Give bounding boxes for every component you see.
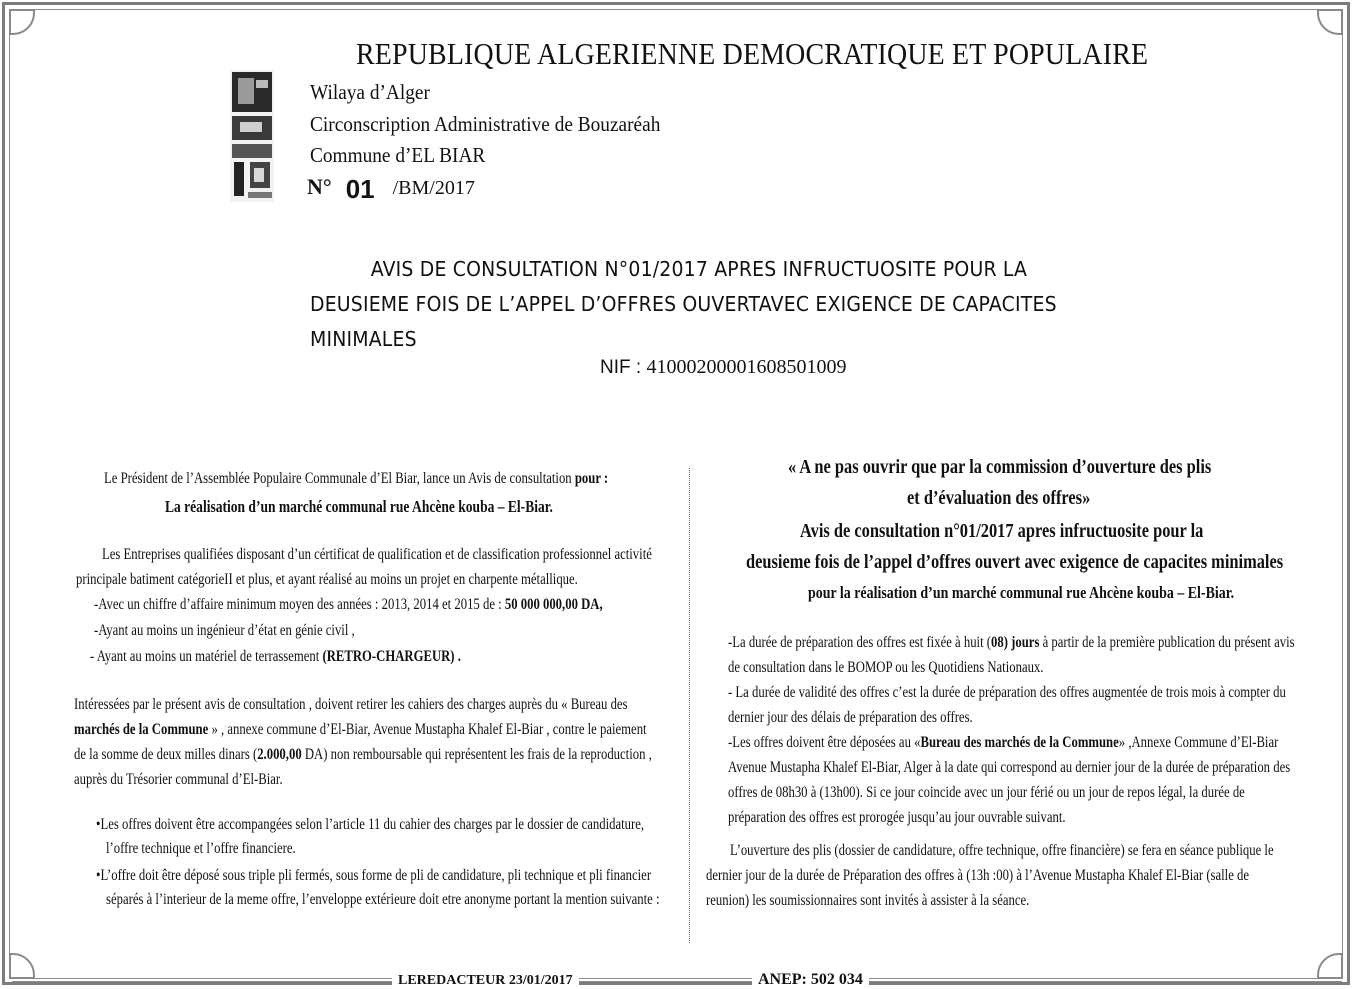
number-label: N° bbox=[307, 174, 332, 199]
republic-title: REPUBLIQUE ALGERIENNE DEMOCRATIQUE ET POPULAIRE bbox=[356, 36, 1149, 71]
circonscription: Circonscription Administrative de Bouzaréah bbox=[310, 112, 661, 136]
corner-ornament bbox=[1317, 9, 1343, 35]
footer-anep: ANEP: 502 034 bbox=[752, 971, 869, 989]
paragraph-line: auprès du Trésorier communal d’El-Biar. bbox=[74, 771, 283, 788]
paragraph-line: principale batiment catégorieII et plus, et ayant réalisé au moins un projet en charpente métallique. bbox=[76, 571, 578, 588]
corner-ornament bbox=[9, 953, 35, 979]
paragraph-line: -Avec un chiffre d’affaire minimum moyen des années : 2013, 2014 et 2015 de : 50 000 000,00 DA, bbox=[94, 596, 603, 613]
number-value: 01 bbox=[345, 174, 375, 204]
footer-rule bbox=[12, 981, 1342, 982]
paragraph-line: -La durée de préparation des offres est fixée à huit (08) jours à partir de la première publication du présent avis bbox=[728, 634, 1295, 651]
paragraph-line: Intéressées par le présent avis de consultation , doivent retirer les cahiers des charges auprès du « Bureau des bbox=[74, 696, 628, 713]
paragraph-line: -Ayant au moins un ingénieur d’état en génie civil , bbox=[94, 622, 355, 639]
nif-label: NIF : bbox=[600, 357, 642, 378]
right-heading-line: deusieme fois de l’appel d’offres ouvert avec exigence de capacites minimales bbox=[746, 551, 1284, 573]
paragraph-line: dernier jour de la durée de Préparation des offres à (13h :00) à l’Avenue Mustapha Khalef El-Biar (salle de bbox=[706, 867, 1250, 884]
footer-redacteur: LEREDACTEUR 23/01/2017 bbox=[392, 973, 579, 989]
commune: Commune d’EL BIAR bbox=[310, 143, 486, 167]
title-line: AVIS DE CONSULTATION N°01/2017 APRES INFRUCTUOSITE POUR LA bbox=[370, 257, 1028, 281]
paragraph-line: dernier jour des délais de préparation des offres. bbox=[728, 709, 973, 726]
paragraph-line: -Les offres doivent être déposées au «Bureau des marchés de la Commune» ,Annexe Commune d’El-Biar bbox=[728, 734, 1279, 751]
paragraph-line: préparation des offres est prorogée jusqu’au jour ouvrable suivant. bbox=[728, 809, 1066, 826]
reference-number bbox=[307, 170, 475, 204]
corner-ornament bbox=[9, 9, 35, 35]
nif bbox=[600, 356, 846, 379]
paragraph-line: de consultation dans le BOMOP ou les Quotidiens Nationaux. bbox=[728, 659, 1044, 676]
paragraph-line: de la somme de deux milles dinars (2.000,00 DA) non remboursable qui représentent les frais de la reproduction , bbox=[74, 746, 652, 763]
paragraph-line: L’ouverture des plis (dossier de candidature, offre technique, offre financière) se fera en séance publique le bbox=[730, 842, 1274, 859]
paragraph-line: - La durée de validité des offres c’est la durée de préparation des offres augmentée de trois mois à compter du bbox=[728, 684, 1286, 701]
bullet-item: •L’offre doit être déposé sous triple pli fermés, sous forme de pli de candidature, pli technique et pli financier bbox=[96, 867, 652, 884]
paragraph-line: séparés à l’interieur de la meme offre, l’enveloppe extérieure doit etre anonyme portant la mention suivante : bbox=[106, 891, 660, 908]
objet: La réalisation d’un marché communal rue Ahcène kouba – El-Biar. bbox=[165, 497, 553, 516]
right-heading-line: pour la réalisation d’un marché communal rue Ahcène kouba – El-Biar. bbox=[808, 583, 1235, 602]
right-heading-line: Avis de consultation n°01/2017 apres infructuosite pour la bbox=[800, 520, 1204, 542]
column-divider bbox=[689, 468, 690, 943]
intro-text: Le Président de l’Assemblée Populaire Communale d’El Biar, lance un Avis de consultation pour : bbox=[104, 470, 609, 487]
title-line: MINIMALES bbox=[310, 327, 417, 351]
wilaya: Wilaya d’Alger bbox=[310, 80, 430, 104]
title-line: DEUSIEME FOIS DE L’APPEL D’OFFRES OUVERTAVEC EXIGENCE DE CAPACITES bbox=[310, 292, 1057, 316]
paragraph-line: marchés de la Commune » , annexe commune d’El-Biar, Avenue Mustapha Khalef El-Biar , contre le paiement bbox=[74, 721, 647, 738]
nif-value: 410002000016085010​09 bbox=[646, 356, 847, 378]
commune-emblem-icon bbox=[226, 66, 278, 206]
bullet-icon: • bbox=[96, 867, 101, 884]
paragraph-line: offres de 08h30 à (13h00). Si ce jour coincide avec un jour férié ou un jour de repos légal, la durée de bbox=[728, 784, 1245, 801]
right-heading-line: « A ne pas ouvrir que par la commission d’ouverture des plis bbox=[788, 456, 1212, 478]
bullet-item: •Les offres doivent être accompangées selon l’article 11 du cahier des charges par le dossier de candidature, bbox=[96, 816, 645, 833]
paragraph-line: l’offre technique et l’offre financiere. bbox=[106, 840, 296, 857]
right-heading-line: et d’évaluation des offres» bbox=[907, 487, 1091, 509]
paragraph-line: Les Entreprises qualifiées disposant d’un cértificat de qualification et de classification professionnel activité bbox=[102, 546, 652, 563]
corner-ornament bbox=[1317, 953, 1343, 979]
bullet-icon: • bbox=[96, 816, 101, 833]
paragraph-line: - Ayant au moins un matériel de terrassement (RETRO-CHARGEUR) . bbox=[90, 648, 461, 665]
paragraph-line: Avenue Mustapha Khalef El-Biar, Alger à la date qui correspond au dernier jour de la durée de préparation des bbox=[728, 759, 1291, 776]
notice-title bbox=[310, 252, 1120, 357]
number-suffix: /BM/2017 bbox=[392, 177, 475, 199]
paragraph-line: reunion) les soumissionnaires sont invités à assister à la séance. bbox=[706, 892, 1030, 909]
